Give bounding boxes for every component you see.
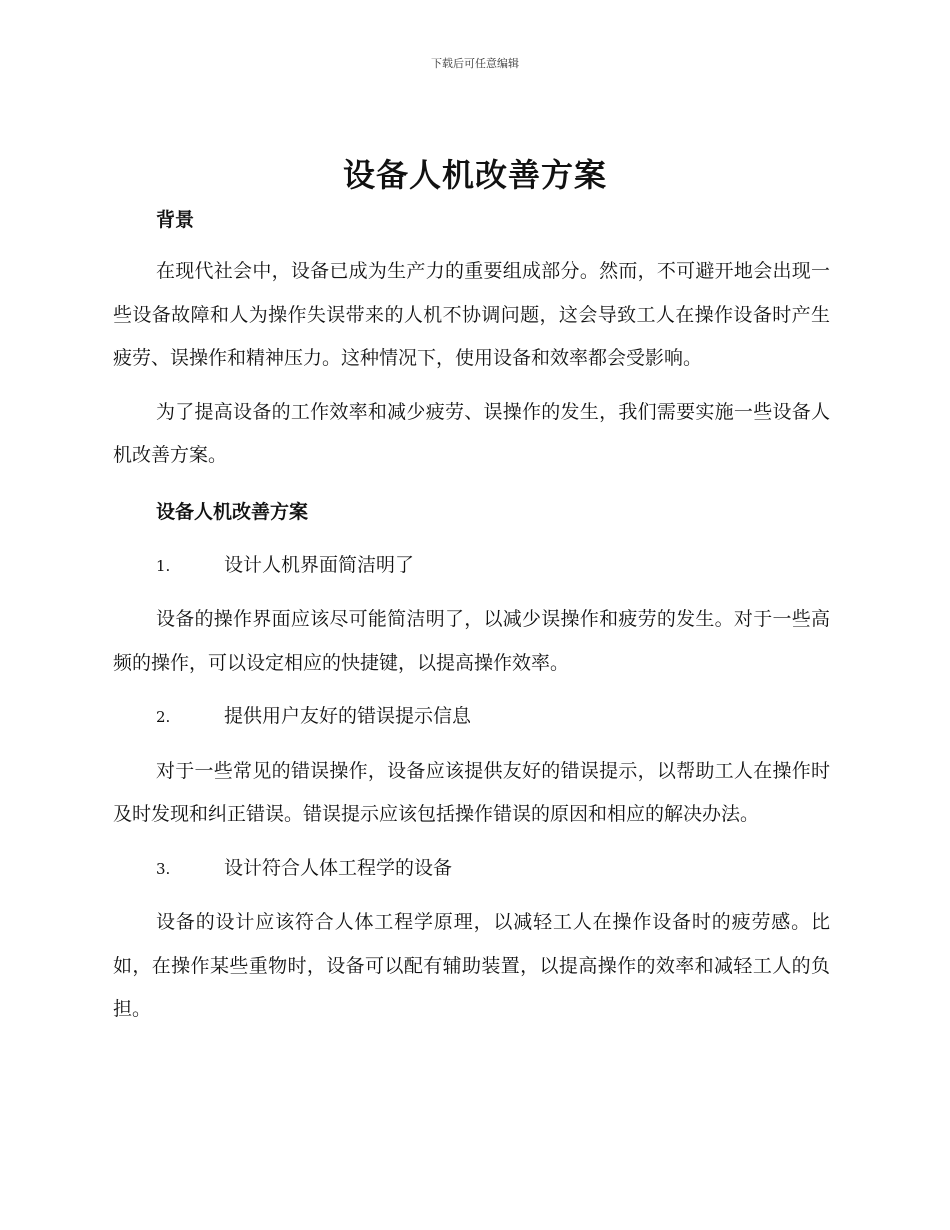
list-item-1 (113, 544, 830, 589)
background-paragraph-2: 为了提高设备的工作效率和减少疲劳、误操作的发生，我们需要实施一些设备人机改善方案。 (113, 400, 830, 466)
header-note: 下载后可任意编辑 (431, 57, 519, 70)
background-paragraph-1: 在现代社会中，设备已成为生产力的重要组成部分。然而，不可避开地会出现一些设备故障和人为操作失误带来的人机不协调问题，这会导致工人在操作设备时产生疲劳、误操作和精神压力。这种情况下，使用设备和效率都会受影响。 (113, 260, 830, 369)
section-heading-background: 背景 (156, 209, 195, 231)
list-number: 2. (156, 708, 171, 726)
list-item-2 (113, 695, 830, 740)
list-item-title: 提供用户友好的错误提示信息 (224, 705, 472, 727)
list-number: 3. (156, 859, 171, 878)
list-item-body: 设备的操作界面应该尽可能简洁明了，以减少误操作和疲劳的发生。对于一些高频的操作，可以设定相应的快捷键，以提高操作效率。 (113, 608, 830, 674)
page-title: 设备人机改善方案 (342, 156, 607, 194)
list-item-title: 设计符合人体工程学的设备 (224, 856, 453, 879)
list-item-3 (113, 847, 830, 892)
list-item-title: 设计人机界面简洁明了 (224, 553, 415, 576)
document-body (113, 200, 830, 1032)
list-number: 1. (156, 556, 171, 575)
list-item-body: 对于一些常见的错误操作，设备应该提供友好的错误提示，以帮助工人在操作时及时发现和纠正错误。错误提示应该包括操作错误的原因和相应的解决办法。 (113, 759, 830, 825)
list-item-body: 设备的设计应该符合人体工程学原理，以减轻工人在操作设备时的疲劳感。比如，在操作某些重物时，设备可以配有辅助装置，以提高操作的效率和减轻工人的负担。 (113, 911, 830, 1020)
section-heading-plan: 设备人机改善方案 (156, 500, 309, 523)
